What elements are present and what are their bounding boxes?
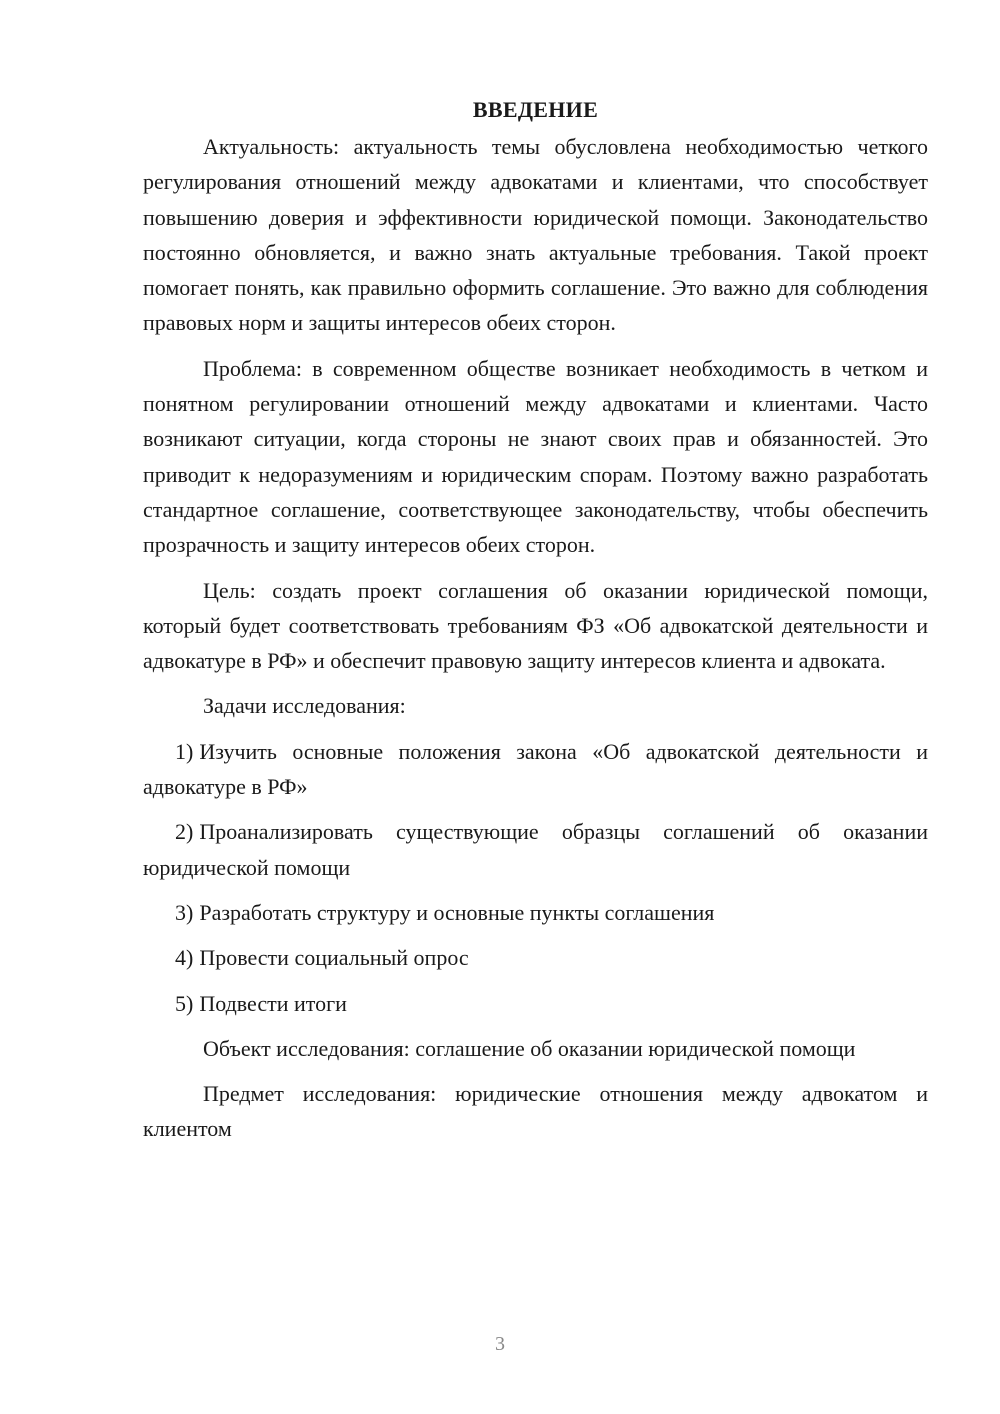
document-page <box>143 92 928 1157</box>
list-item <box>143 940 928 975</box>
list-item-number: 2) <box>175 819 194 845</box>
paragraph-tasks-heading: Задачи исследования: <box>203 693 406 719</box>
list-item-number: 3) <box>175 899 194 925</box>
list-item-text: Провести социальный опрос <box>199 945 469 971</box>
list-item-number: 5) <box>175 990 194 1016</box>
list-item-number: 4) <box>175 945 194 971</box>
page-title: ВВЕДЕНИЕ <box>472 97 599 122</box>
paragraph-object: Объект исследования: соглашение об оказании юридической помощи <box>203 1035 856 1061</box>
list-item <box>143 986 928 1021</box>
list-item-text: Проанализировать существующие образцы соглашений об оказании юридической помощи <box>143 819 928 880</box>
paragraph-relevance: Актуальность: актуальность темы обусловлена необходимостью четкого регулирования отношений между адвокатами и клиентами, что способствует повышению доверия и эффективности юридической помощи. Законодательство постоянно обновляется, и важно знать актуальные требования. Такой проект помогает понять, как правильно оформить соглашение. Это важно для соблюдения правовых норм и защиты интересов обеих сторон. <box>143 134 928 336</box>
list-item <box>143 895 928 930</box>
paragraph-subject: Предмет исследования: юридические отношения между адвокатом и клиентом <box>143 1081 928 1142</box>
list-item-text: Подвести итоги <box>199 990 347 1016</box>
list-item <box>143 734 928 805</box>
paragraph-goal: Цель: создать проект соглашения об оказании юридической помощи, который будет соответствовать требованиям ФЗ «Об адвокатской деятельности и адвокатуре в РФ» и обеспечит правовую защиту интересов клиента и адвоката. <box>143 577 928 674</box>
list-item-text: Изучить основные положения закона «Об адвокатской деятельности и адвокатуре в РФ» <box>143 738 928 800</box>
page-number: 3 <box>495 1333 505 1355</box>
list-item-text: Разработать структуру и основные пункты соглашения <box>199 899 715 925</box>
paragraph-problem: Проблема: в современном обществе возникает необходимость в четком и понятном регулировании отношений между адвокатами и клиентами. Часто возникают ситуации, когда стороны не знают своих прав и обязанностей. Это приводит к недоразумениям и юридическим спорам. Поэтому важно разработать стандартное соглашение, соответствующее законодательству, чтобы обеспечить прозрачность и защиту интересов обеих сторон. <box>143 355 928 558</box>
task-list <box>143 734 928 1021</box>
list-item <box>143 814 928 885</box>
list-item-number: 1) <box>175 738 194 764</box>
